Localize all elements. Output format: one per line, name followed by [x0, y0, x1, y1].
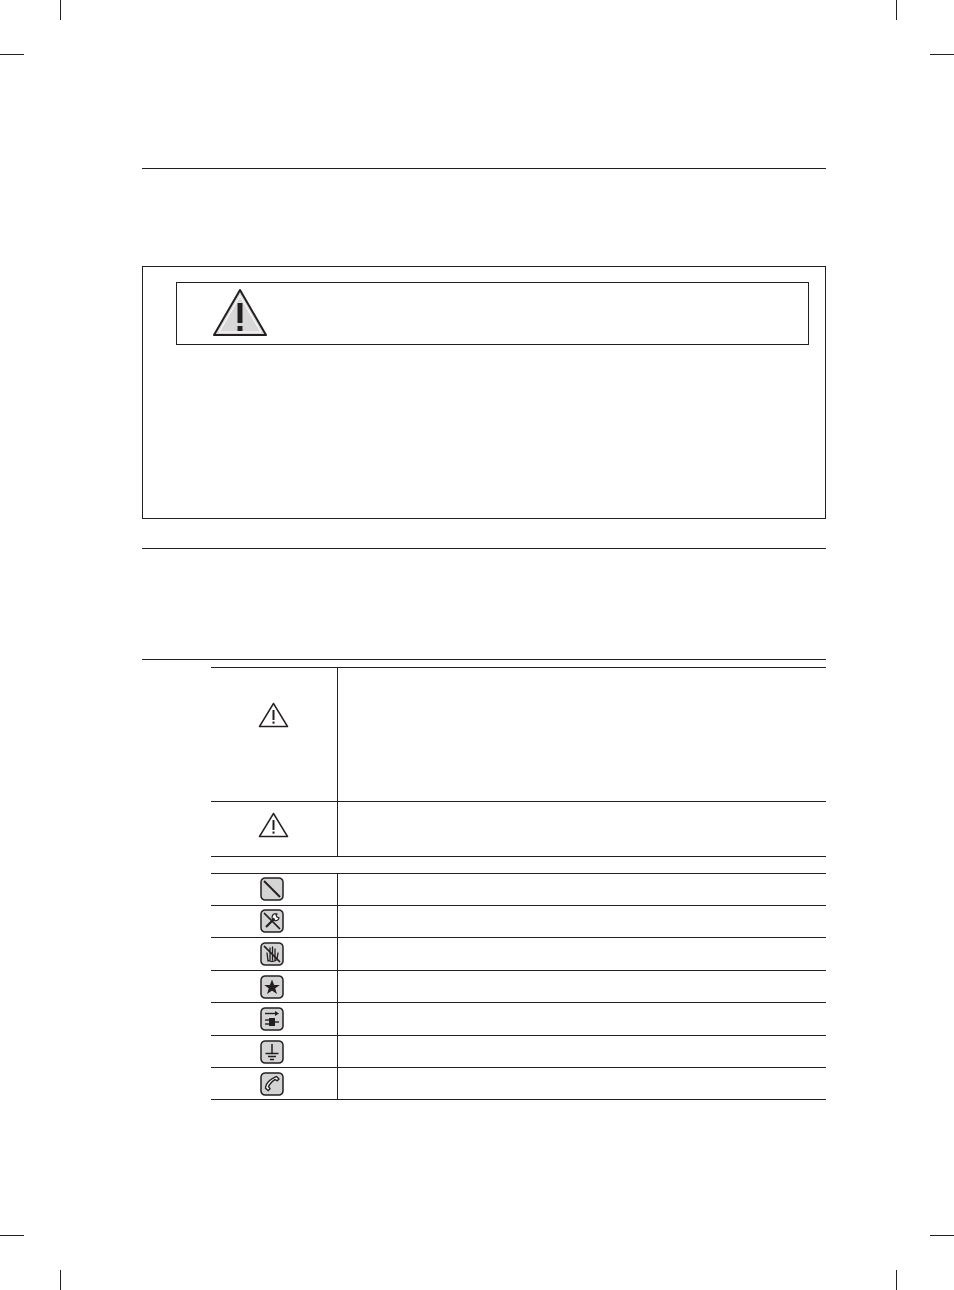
warning-triangle-icon: [212, 288, 268, 337]
table-rule: [211, 937, 826, 938]
unplug-icon: [260, 1007, 284, 1031]
do-not-disassemble-icon: [260, 909, 284, 933]
section-rule-top: [142, 168, 826, 169]
crop-mark-top-right-v: [896, 0, 897, 20]
section-rule-table-top: [142, 659, 826, 660]
table-rule: [211, 1035, 826, 1036]
do-not-touch-icon: [260, 942, 284, 966]
crop-mark-bottom-left-h: [0, 1235, 24, 1236]
table-rule: [211, 1002, 826, 1003]
table-rule: [211, 1067, 826, 1068]
table-rule: [211, 873, 826, 874]
crop-mark-bottom-left-v: [60, 1270, 61, 1290]
contact-service-icon: [260, 1072, 284, 1096]
table-rule: [211, 801, 826, 802]
crop-mark-top-right-h: [930, 54, 954, 55]
warning-header-box: [176, 282, 809, 345]
table-rule: [211, 970, 826, 971]
ground-icon: [260, 1040, 284, 1064]
table-column-divider: [337, 873, 338, 1100]
crop-mark-top-left-h: [0, 54, 24, 55]
table-column-divider: [337, 667, 338, 857]
table-rule: [211, 667, 826, 668]
table-rule: [211, 905, 826, 906]
crop-mark-bottom-right-h: [930, 1235, 954, 1236]
section-rule-middle: [142, 548, 826, 549]
prohibited-icon: [260, 877, 284, 901]
follow-directions-icon: [260, 975, 284, 999]
crop-mark-top-left-v: [60, 0, 61, 20]
crop-mark-bottom-right-v: [896, 1270, 897, 1290]
table-rule: [211, 1099, 826, 1100]
warning-triangle-icon: [258, 702, 289, 728]
table-rule: [211, 856, 826, 857]
caution-triangle-icon: [258, 812, 289, 838]
